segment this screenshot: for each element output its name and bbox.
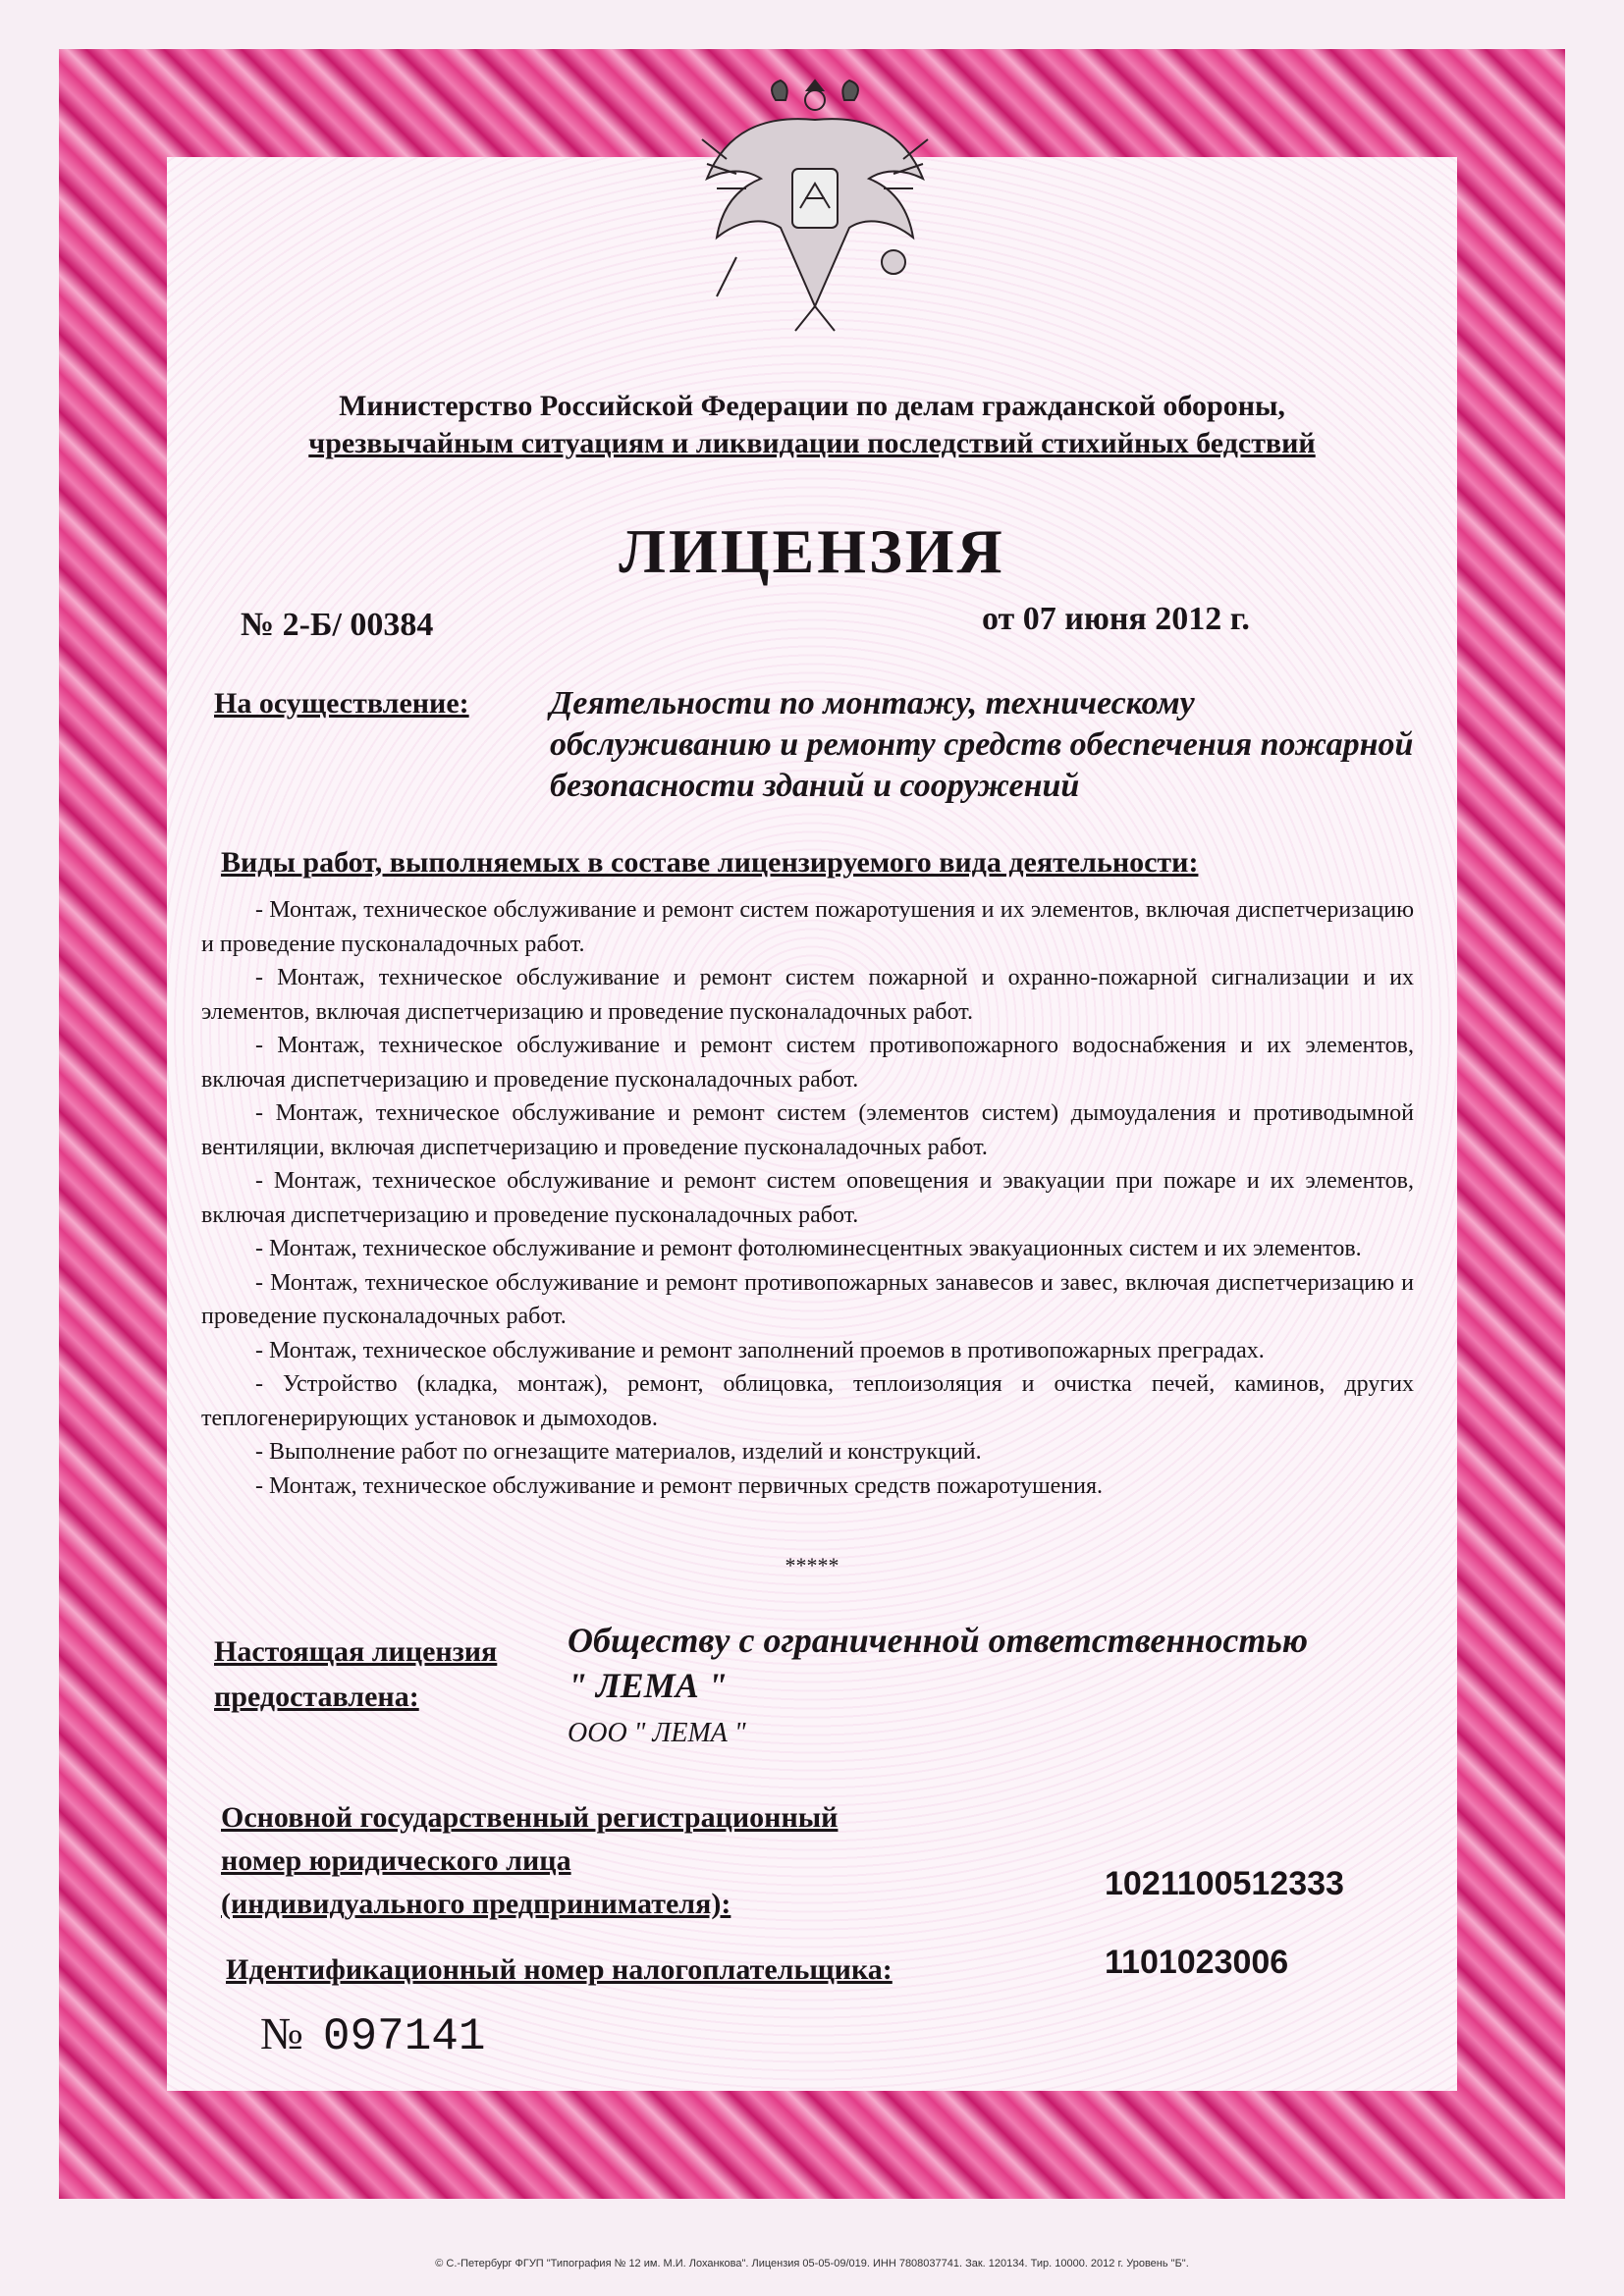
ministry-line-2: чрезвычайным ситуациям и ликвидации последствий стихийных бедствий [308, 427, 1316, 459]
ogrn-value: 1021100512333 [1105, 1865, 1344, 1902]
inn-value: 1101023006 [1105, 1944, 1289, 1981]
ogrn-label-line-2: номер юридического лица [221, 1844, 571, 1877]
list-item: - Монтаж, техническое обслуживание и ремонт первичных средств пожаротушения. [255, 1472, 1104, 1499]
list-item: - Монтаж, техническое обслуживание и ремонт систем (элементов систем) дымоудаления и противодымной вентиляции, включая диспетчеризацию и проведение пусконаладочных работ. [201, 1100, 1414, 1160]
serial-number [260, 2007, 486, 2062]
holder-label [214, 1629, 497, 1720]
license-date: от 07 июня 2012 г. [982, 601, 1250, 637]
serial-symbol: № [260, 2008, 303, 2058]
list-item: - Выполнение работ по огнезащите материалов, изделий и конструкций. [255, 1439, 982, 1465]
holder-name-line-1: Обществу с ограниченной ответственностью [568, 1621, 1309, 1660]
holder-name [568, 1618, 1451, 1708]
serial-value: 097141 [322, 2011, 486, 2062]
ministry-header [196, 388, 1428, 462]
works-list [201, 893, 1414, 1503]
ogrn-label-line-3: (индивидуального предпринимателя): [221, 1888, 731, 1920]
inn-label: Идентификационный номер налогоплательщика: [226, 1953, 893, 1986]
printer-note: © С.-Петербург ФГУП "Типография № 12 им. М.И. Лоханкова". Лицензия 05-05-09/019. ИНН 7808037741. Зак. 120134. Тир. 10000. 2012 г. Уровень "Б". [435, 2258, 1189, 2269]
list-item: - Монтаж, техническое обслуживание и ремонт систем оповещения и эвакуации при пожаре и их элементов, включая диспетчеризацию и проведение пусконаладочных работ. [201, 1168, 1414, 1228]
list-item: - Монтаж, техническое обслуживание и ремонт систем противопожарного водоснабжения и их элементов, включая диспетчеризацию и проведение пусконаладочных работ. [201, 1033, 1414, 1093]
activity-label: На осуществление: [214, 687, 469, 720]
license-number: № 2-Б/ 00384 [241, 607, 434, 643]
list-item: - Монтаж, техническое обслуживание и ремонт систем пожарной и охранно-пожарной сигнализации и их элементов, включая диспетчеризацию и проведение пусконаладочных работ. [201, 965, 1414, 1025]
coat-of-arms-emblem-icon [668, 61, 962, 355]
list-item: - Монтаж, техническое обслуживание и ремонт заполнений проемов в противопожарных преградах. [255, 1337, 1265, 1363]
holder-label-line-2: предоставлена: [214, 1681, 419, 1713]
list-item: - Монтаж, техническое обслуживание и ремонт систем пожаротушения и их элементов, включая диспетчеризацию и проведение пусконаладочных работ. [201, 897, 1414, 957]
holder-name-line-2: " ЛЕМА " [568, 1666, 728, 1705]
ogrn-label-line-1: Основной государственный регистрационный [221, 1801, 839, 1834]
holder-short-name: ООО " ЛЕМА " [568, 1718, 746, 1748]
page-title: ЛИЦЕНЗИЯ [619, 516, 1005, 586]
ogrn-label [221, 1796, 838, 1926]
list-item: - Монтаж, техническое обслуживание и ремонт противопожарных занавесов и завес, включая диспетчеризацию и проведение пусконаладочных работ. [201, 1269, 1414, 1329]
list-item: - Монтаж, техническое обслуживание и ремонт фотолюминесцентных эвакуационных систем и их элементов. [255, 1236, 1362, 1261]
ministry-line-1: Министерство Российской Федерации по делам гражданской обороны, [339, 390, 1285, 422]
list-item: - Устройство (кладка, монтаж), ремонт, облицовка, теплоизоляция и очистка печей, каминов, других теплогенерирующих установок и дымоходов. [201, 1371, 1414, 1431]
holder-label-line-1: Настоящая лицензия [214, 1635, 498, 1668]
activity-text: Деятельности по монтажу, техническому обслуживанию и ремонту средств обеспечения пожарной безопасности зданий и сооружений [550, 685, 1414, 804]
separator-stars: ***** [785, 1553, 839, 1577]
works-heading: Виды работ, выполняемых в составе лицензируемого вида деятельности: [221, 846, 1199, 879]
